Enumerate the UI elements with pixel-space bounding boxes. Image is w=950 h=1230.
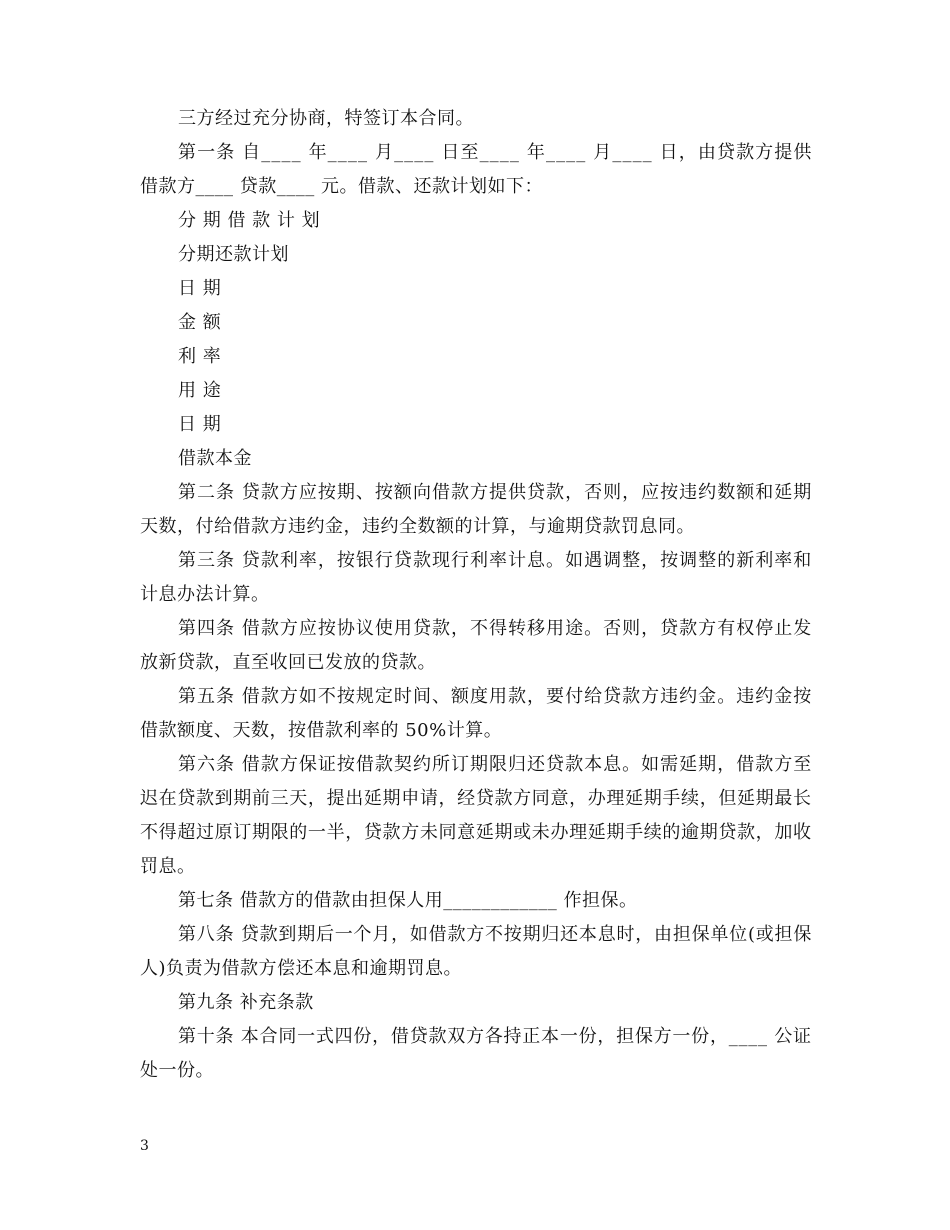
paragraph-line: 天数，付给借款方违约金，违约全数额的计算，与逾期贷款罚息同。	[140, 516, 695, 537]
paragraph-line: 第 三 条 贷 款 利 率 ， 按 银 行 贷 款 现 行 利 率 计 息 。 如 遇 调 整 ， 按 调 整 的 新 利 率 和	[178, 550, 812, 571]
paragraph-line: 分 期 借 款 计 划	[178, 210, 321, 231]
paragraph-line: 计息办法计算。	[140, 584, 270, 605]
paragraph-line: 第 二 条 贷 款 方 应 按 期 、 按 额 向 借 款 方 提 供 贷 款 ， 否 则 ， 应 按 违 约 数 额 和 延 期	[178, 482, 812, 503]
paragraph-line: 分期还款计划	[178, 244, 289, 265]
paragraph-line: 迟 在 贷 款 到 期 前 三 天 ， 提 出 延 期 申 请 ， 经 贷 款 方 同 意 ， 办 理 延 期 手 续 ， 但 延 期 最 长	[140, 788, 812, 809]
paragraph-line: 借款本金	[178, 448, 252, 469]
paragraph-line: 第七条 借款方的借款由担保人用____________ 作担保。	[178, 890, 638, 911]
paragraph-line: 金 额	[178, 312, 222, 333]
paragraph-line: 处一份。	[140, 1060, 214, 1081]
page-number: 3	[140, 1138, 150, 1154]
paragraph-line: 第 四 条 借 款 方 应 按 协 议 使 用 贷 款 ， 不 得 转 移 用 途 。 否 则 ， 贷 款 方 有 权 停 止 发	[178, 618, 812, 639]
paragraph-line: 第九条 补充条款	[178, 992, 314, 1013]
paragraph-line: 借款额度、天数，按借款利率的 50%计算。	[140, 720, 503, 741]
paragraph-line: 第 十 条 本 合 同 一 式 四 份 ， 借 贷 款 双 方 各 持 正 本 一 份 ， 担 保 方 一 份 ， _ _ _ _ 公 证	[178, 1026, 812, 1047]
paragraph-line: 放新贷款，直至收回已发放的贷款。	[140, 652, 436, 673]
paragraph-line: 用 途	[178, 380, 222, 401]
paragraph-line: 第 一 条 自 _ _ _ _ 年 _ _ _ _ 月 _ _ _ _ 日 至 _ _ _ _ 年 _ _ _ _ 月 _ _ _ _ 日 ， 由 贷 款 方 提 供	[178, 142, 812, 163]
paragraph-line: 日 期	[178, 414, 222, 435]
paragraph-line: 人)负责为借款方偿还本息和逾期罚息。	[140, 958, 463, 979]
paragraph-line: 第 六 条 借 款 方 保 证 按 借 款 契 约 所 订 期 限 归 还 贷 款 本 息 。 如 需 延 期 ， 借 款 方 至	[178, 754, 812, 775]
paragraph-line: 三方经过充分协商，特签订本合同。	[178, 108, 474, 129]
paragraph-line: 借款方____ 贷款____ 元。借款、还款计划如下：	[140, 176, 543, 197]
paragraph-line: 不 得 超 过 原 订 期 限 的 一 半 ， 贷 款 方 未 同 意 延 期 或 未 办 理 延 期 手 续 的 逾 期 贷 款 ， 加 收	[140, 822, 812, 843]
paragraph-line: 第 五 条 借 款 方 如 不 按 规 定 时 间 、 额 度 用 款 ， 要 付 给 贷 款 方 违 约 金 。 违 约 金 按	[178, 686, 812, 707]
paragraph-line: 利 率	[178, 346, 222, 367]
paragraph-line: 第 八 条 贷 款 到 期 后 一 个 月 ， 如 借 款 方 不 按 期 归 还 本 息 时 ， 由 担 保 单 位 ( 或 担 保	[178, 924, 812, 945]
paragraph-line: 日 期	[178, 278, 222, 299]
paragraph-line: 罚息。	[140, 856, 196, 877]
